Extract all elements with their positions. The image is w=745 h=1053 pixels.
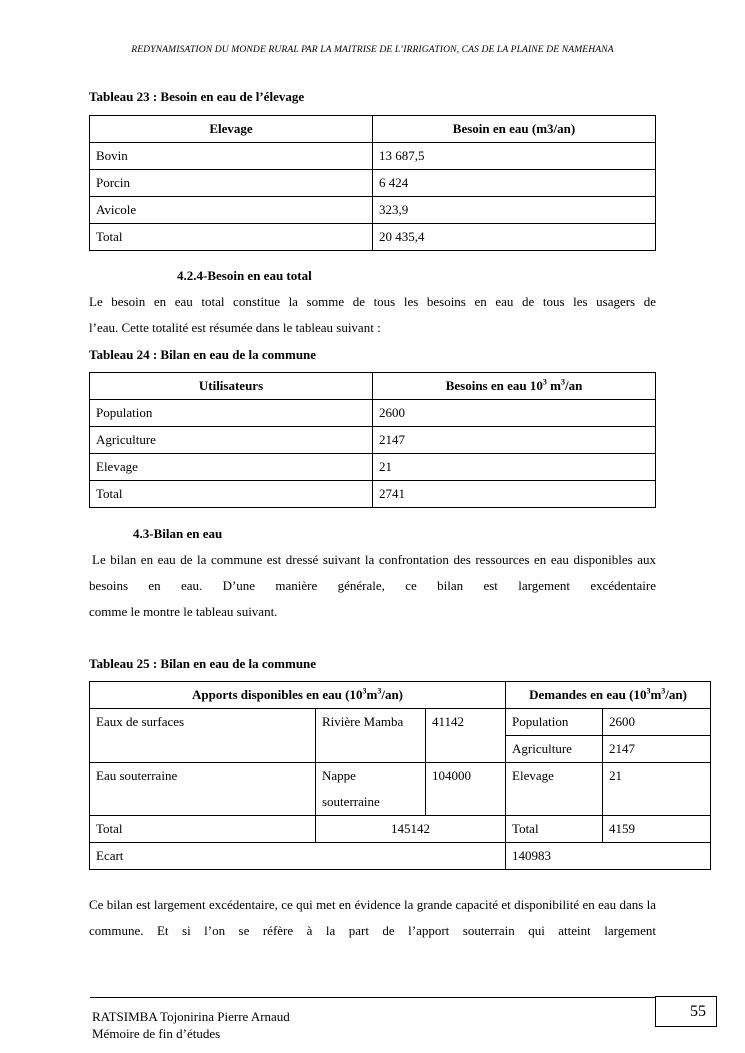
table-row	[90, 224, 656, 251]
table-cell: Agriculture	[90, 427, 373, 454]
footer-author: RATSIMBA Tojonirina Pierre Arnaud	[92, 1009, 290, 1024]
paragraph-line: disponibles aux besoins en eau. D’une manière générale, ce bilan est largement excédentaire	[89, 552, 656, 593]
table-cell: 6 424	[373, 170, 656, 197]
paragraph-line: l’eau. Cette totalité est résumée dans le tableau suivant :	[89, 320, 381, 335]
table-row	[90, 427, 656, 454]
footer-subtitle: Mémoire de fin d’études	[92, 1026, 221, 1041]
table25	[89, 681, 711, 870]
table-header: Besoins en eau $10^3$ $m^3/an$	[373, 373, 656, 400]
table-cell: Total	[506, 816, 603, 843]
table-cell: 2600	[373, 400, 656, 427]
paragraph-line: Le besoin en eau total constitue la somme de tous les besoins en eau de tous les usagers de	[89, 294, 656, 309]
table-header-row	[90, 373, 656, 400]
paragraph-line: en eau dans la commune. Et si l’on se réfère à la part de l’apport souterrain qui atteint largement	[89, 897, 656, 938]
table-row	[90, 709, 711, 736]
table23	[89, 115, 656, 251]
table-cell: Nappe souterraine	[316, 763, 426, 816]
table-cell: Population	[90, 400, 373, 427]
closing-paragraph	[89, 892, 656, 944]
table-header: Elevage	[90, 116, 373, 143]
table-cell: 145142	[316, 816, 506, 843]
table-header: Besoin en eau (m3/an)	[373, 116, 656, 143]
table-cell: Total	[90, 224, 373, 251]
table-cell: Total	[90, 816, 316, 843]
table-cell: Avicole	[90, 197, 373, 224]
table-cell: 21	[373, 454, 656, 481]
section-heading-43: 4.3-Bilan en eau	[133, 526, 223, 541]
paragraph-424	[89, 289, 656, 341]
table-row	[90, 170, 656, 197]
table-header-supply: Apports disponibles en eau $(10^3m^3/an)$	[90, 682, 506, 709]
table-cell: Population	[506, 709, 603, 736]
table-row	[90, 454, 656, 481]
table23-caption: Tableau 23 : Besoin en eau de l’élevage	[89, 89, 305, 104]
paragraph-43	[89, 547, 656, 625]
paragraph-line: Ce bilan est largement excédentaire, ce qui met en évidence la grande capacité et disponibilité	[89, 897, 580, 912]
table-row	[90, 197, 656, 224]
table-cell: Bovin	[90, 143, 373, 170]
running-header: REDYNAMISATION DU MONDE RURAL PAR LA MAITRISE DE L’IRRIGATION, CAS DE LA PLAINE DE NAMEHANA	[131, 44, 614, 55]
table-row	[90, 843, 711, 870]
paragraph-line: Le bilan en eau de la commune est dressé suivant la confrontation des ressources en eau	[92, 552, 569, 567]
table-cell: 2147	[373, 427, 656, 454]
paragraph-line: comme le montre le tableau suivant.	[89, 604, 278, 619]
table-cell: 2147	[603, 736, 711, 763]
table-header-row	[90, 682, 711, 709]
table-cell: 104000	[426, 763, 506, 816]
table-header-row	[90, 116, 656, 143]
table-cell: 2741	[373, 481, 656, 508]
table-cell: Agriculture	[506, 736, 603, 763]
table-row	[90, 763, 711, 816]
table24-caption: Tableau 24 : Bilan en eau de la commune	[89, 347, 317, 362]
table25-caption: Tableau 25 : Bilan en eau de la commune	[89, 656, 317, 671]
table-cell: Total	[90, 481, 373, 508]
page-number: 55	[655, 996, 717, 1027]
table-cell: Ecart	[90, 843, 506, 870]
table24	[89, 372, 656, 508]
table-header-demand: Demandes en eau $(10^3m^3/an)$	[506, 682, 711, 709]
table-cell: 2600	[603, 709, 711, 736]
table-cell: Elevage	[506, 763, 603, 816]
table-cell: Rivière Mamba	[316, 709, 426, 763]
table-cell: Eau souterraine	[90, 763, 316, 816]
section-heading-424: 4.2.4-Besoin en eau total	[177, 268, 312, 283]
table-cell: 41142	[426, 709, 506, 763]
table-cell: Porcin	[90, 170, 373, 197]
table-cell: 323,9	[373, 197, 656, 224]
footer-divider	[90, 997, 656, 998]
footer-author-block	[92, 1008, 290, 1042]
table-cell: 4159	[603, 816, 711, 843]
table-cell: 20 435,4	[373, 224, 656, 251]
table-cell: 13 687,5	[373, 143, 656, 170]
table-row	[90, 481, 656, 508]
table-cell: 140983	[506, 843, 711, 870]
table-row	[90, 143, 656, 170]
table-cell: Elevage	[90, 454, 373, 481]
table-row	[90, 400, 656, 427]
table-row	[90, 816, 711, 843]
table-cell: Eaux de surfaces	[90, 709, 316, 763]
table-header: Utilisateurs	[90, 373, 373, 400]
table-cell: 21	[603, 763, 711, 816]
